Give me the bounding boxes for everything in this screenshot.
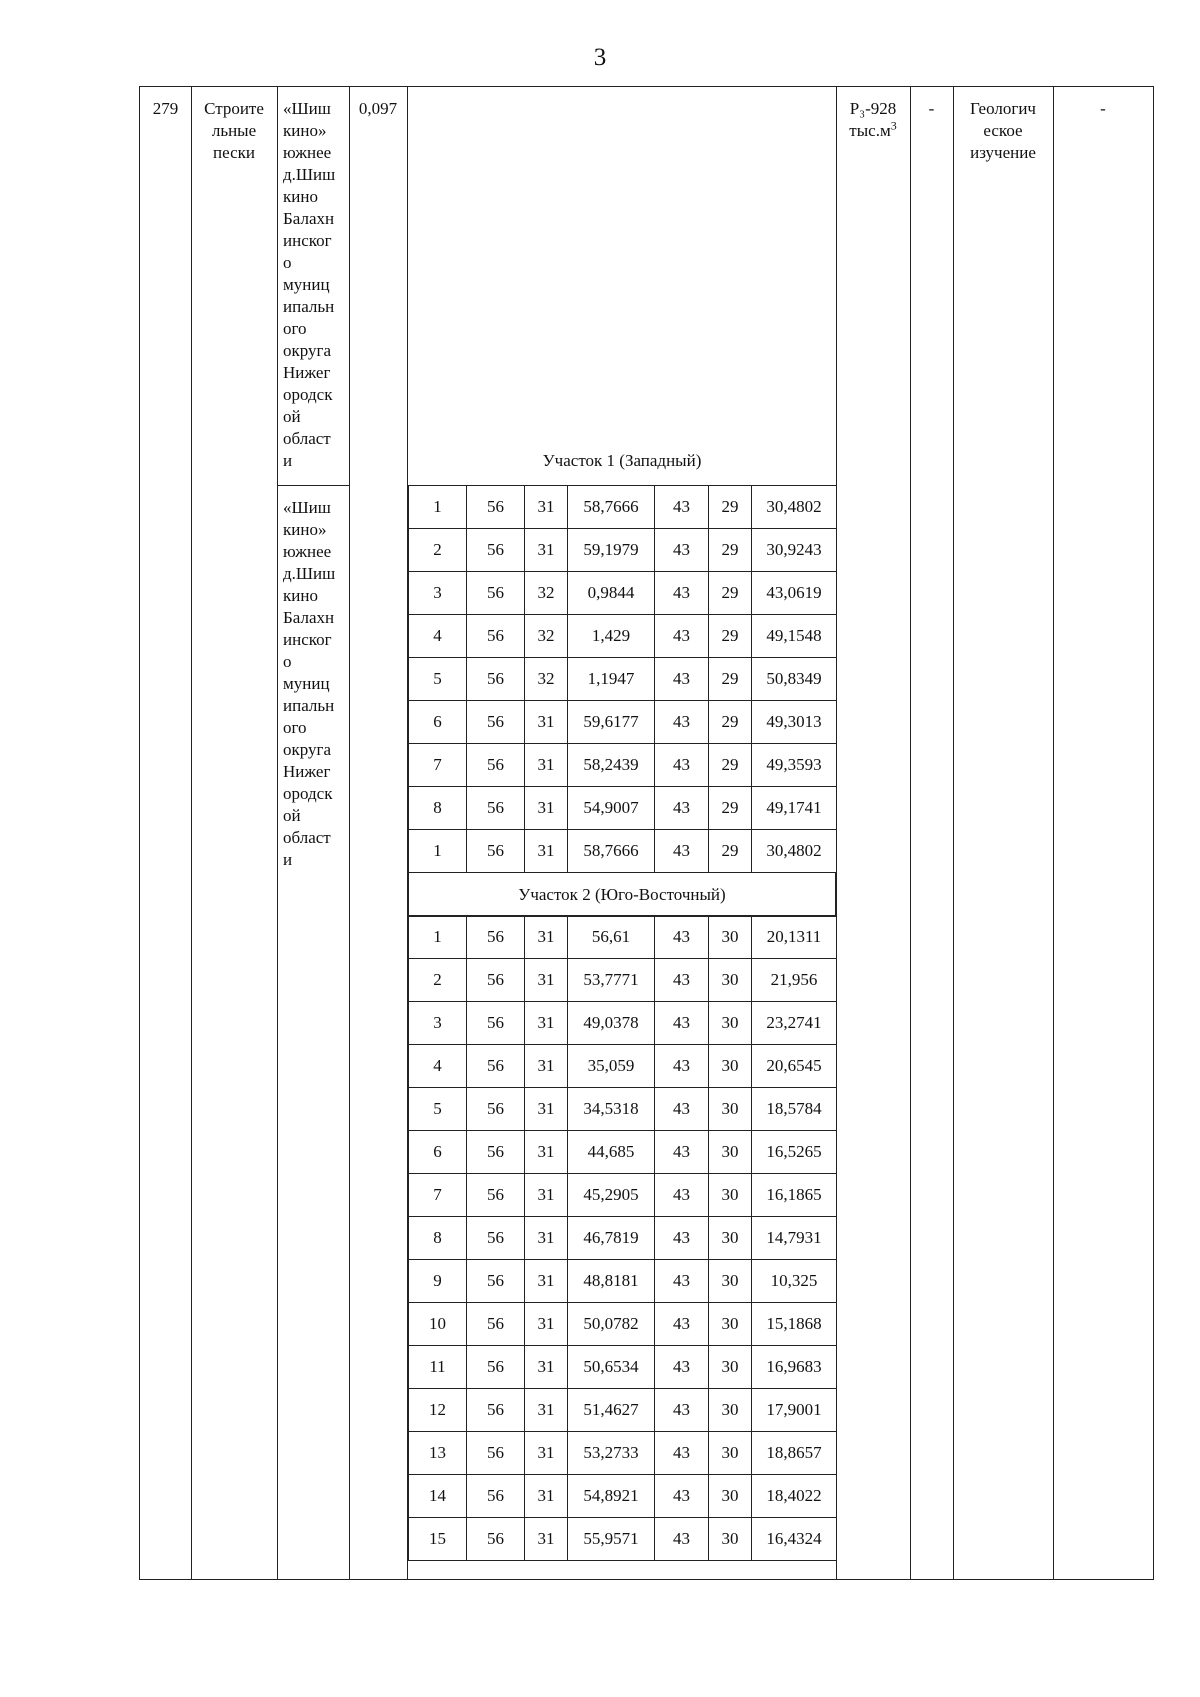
lat-minutes: 31 — [525, 744, 568, 787]
lat-seconds: 45,2905 — [568, 1174, 655, 1217]
lat-minutes: 32 — [525, 615, 568, 658]
point-number: 3 — [409, 572, 467, 615]
table-row — [409, 1045, 837, 1088]
lon-degrees: 43 — [655, 486, 709, 529]
location-description-2 — [283, 497, 345, 871]
lon-minutes: 30 — [709, 1131, 752, 1174]
column-divider — [1053, 87, 1054, 1579]
location-line: ородск — [283, 385, 333, 404]
location-line: муниц — [283, 674, 330, 693]
lon-minutes: 30 — [709, 1002, 752, 1045]
lat-seconds: 55,9571 — [568, 1518, 655, 1561]
lat-degrees: 56 — [467, 1389, 525, 1432]
lat-seconds: 35,059 — [568, 1045, 655, 1088]
lat-degrees: 56 — [467, 701, 525, 744]
location-line: и — [283, 850, 293, 869]
point-number: 9 — [409, 1260, 467, 1303]
section-title-2: Участок 2 (Юго-Восточный) — [409, 873, 836, 917]
lat-minutes: 31 — [525, 1088, 568, 1131]
lon-degrees: 43 — [655, 787, 709, 830]
lon-seconds: 49,1741 — [752, 787, 837, 830]
lon-seconds: 49,3593 — [752, 744, 837, 787]
table-row — [409, 1217, 837, 1260]
location-line: южнее — [283, 542, 332, 561]
lat-minutes: 31 — [525, 1475, 568, 1518]
lat-seconds: 56,61 — [568, 916, 655, 959]
resources-value — [836, 98, 910, 142]
resources-amount: Р₃-928 — [849, 99, 897, 118]
location-line: ипальн — [283, 297, 335, 316]
resources-unit-power: 3 — [890, 118, 897, 133]
lon-seconds: 23,2741 — [752, 1002, 837, 1045]
lat-seconds: 1,1947 — [568, 658, 655, 701]
location-line: Балахн — [283, 209, 335, 228]
purpose-text: Геологич еское изучение — [970, 99, 1036, 162]
point-number: 8 — [409, 1217, 467, 1260]
lat-minutes: 31 — [525, 1260, 568, 1303]
lat-minutes: 31 — [525, 529, 568, 572]
location-line: о — [283, 253, 292, 272]
point-number: 15 — [409, 1518, 467, 1561]
lat-degrees: 56 — [467, 830, 525, 873]
lat-minutes: 31 — [525, 1174, 568, 1217]
section-row-2 — [408, 872, 836, 917]
lat-seconds: 59,1979 — [568, 529, 655, 572]
lon-degrees: 43 — [655, 916, 709, 959]
lon-seconds: 21,956 — [752, 959, 837, 1002]
lon-seconds: 18,5784 — [752, 1088, 837, 1131]
point-number: 1 — [409, 916, 467, 959]
lat-degrees: 56 — [467, 572, 525, 615]
lat-minutes: 32 — [525, 572, 568, 615]
lon-seconds: 43,0619 — [752, 572, 837, 615]
lat-seconds: 58,2439 — [568, 744, 655, 787]
lon-minutes: 30 — [709, 1475, 752, 1518]
location-line: кино» — [283, 520, 327, 539]
lon-seconds: 20,6545 — [752, 1045, 837, 1088]
lon-degrees: 43 — [655, 1217, 709, 1260]
lat-degrees: 56 — [467, 1303, 525, 1346]
point-number: 7 — [409, 1174, 467, 1217]
resources-unit: тыс.м — [849, 121, 891, 140]
lon-seconds: 49,3013 — [752, 701, 837, 744]
lat-minutes: 31 — [525, 1346, 568, 1389]
area-value: 0,097 — [358, 99, 398, 118]
lon-minutes: 30 — [709, 1174, 752, 1217]
lon-minutes: 30 — [709, 916, 752, 959]
lon-seconds: 16,5265 — [752, 1131, 837, 1174]
location-line: кино» — [283, 121, 327, 140]
lat-degrees: 56 — [467, 1518, 525, 1561]
lat-degrees: 56 — [467, 1174, 525, 1217]
lon-seconds: 30,4802 — [752, 486, 837, 529]
lat-minutes: 31 — [525, 1131, 568, 1174]
lat-minutes: 31 — [525, 830, 568, 873]
lon-seconds: 16,9683 — [752, 1346, 837, 1389]
table-row — [409, 658, 837, 701]
lat-degrees: 56 — [467, 615, 525, 658]
lat-minutes: 31 — [525, 1518, 568, 1561]
location-line: кино — [283, 187, 318, 206]
lon-degrees: 43 — [655, 615, 709, 658]
point-number: 5 — [409, 658, 467, 701]
lat-degrees: 56 — [467, 529, 525, 572]
lon-minutes: 29 — [709, 486, 752, 529]
lon-minutes: 29 — [709, 744, 752, 787]
lon-minutes: 30 — [709, 959, 752, 1002]
lat-seconds: 53,7771 — [568, 959, 655, 1002]
location-line: округа — [283, 341, 332, 360]
coordinates-table-2 — [408, 915, 837, 1561]
lon-minutes: 29 — [709, 787, 752, 830]
lon-minutes: 30 — [709, 1303, 752, 1346]
location-description-1 — [283, 98, 345, 472]
lon-seconds: 15,1868 — [752, 1303, 837, 1346]
mineral-type: Строите льные пески — [204, 99, 264, 162]
lon-degrees: 43 — [655, 1518, 709, 1561]
lon-seconds: 18,4022 — [752, 1475, 837, 1518]
lat-degrees: 56 — [467, 1002, 525, 1045]
lat-minutes: 31 — [525, 1217, 568, 1260]
location-line: д.Шиш — [283, 165, 336, 184]
lat-minutes: 31 — [525, 486, 568, 529]
location-line: ородск — [283, 784, 333, 803]
lat-degrees: 56 — [467, 1131, 525, 1174]
lon-degrees: 43 — [655, 658, 709, 701]
lat-seconds: 54,9007 — [568, 787, 655, 830]
table-row — [409, 486, 837, 529]
table-row — [409, 1002, 837, 1045]
lon-seconds: 20,1311 — [752, 916, 837, 959]
lat-seconds: 53,2733 — [568, 1432, 655, 1475]
lon-seconds: 16,1865 — [752, 1174, 837, 1217]
point-number: 6 — [409, 701, 467, 744]
lon-degrees: 43 — [655, 1002, 709, 1045]
point-number: 12 — [409, 1389, 467, 1432]
lat-degrees: 56 — [467, 1217, 525, 1260]
table-row — [409, 701, 837, 744]
location-line: и — [283, 451, 293, 470]
location-line: «Шиш — [283, 99, 331, 118]
column-divider — [953, 87, 954, 1579]
lat-seconds: 54,8921 — [568, 1475, 655, 1518]
table-row — [409, 1174, 837, 1217]
lon-degrees: 43 — [655, 1475, 709, 1518]
lon-minutes: 30 — [709, 1432, 752, 1475]
lat-degrees: 56 — [467, 787, 525, 830]
location-line: област — [283, 429, 331, 448]
lat-degrees: 56 — [467, 658, 525, 701]
table-row — [409, 1346, 837, 1389]
lat-minutes: 31 — [525, 1389, 568, 1432]
table-row — [409, 1088, 837, 1131]
table-row — [409, 744, 837, 787]
lat-minutes: 31 — [525, 787, 568, 830]
location-line: «Шиш — [283, 498, 331, 517]
section-title-1: Участок 1 (Западный) — [542, 451, 702, 470]
point-number: 11 — [409, 1346, 467, 1389]
location-line: област — [283, 828, 331, 847]
point-number: 7 — [409, 744, 467, 787]
location-line: муниц — [283, 275, 330, 294]
lat-degrees: 56 — [467, 1346, 525, 1389]
point-number: 4 — [409, 615, 467, 658]
lat-minutes: 31 — [525, 701, 568, 744]
lon-degrees: 43 — [655, 1260, 709, 1303]
table-row — [409, 615, 837, 658]
lon-degrees: 43 — [655, 1088, 709, 1131]
lat-degrees: 56 — [467, 1475, 525, 1518]
lat-seconds: 34,5318 — [568, 1088, 655, 1131]
point-number: 8 — [409, 787, 467, 830]
lat-minutes: 31 — [525, 1303, 568, 1346]
location-line: Нижег — [283, 363, 331, 382]
location-line: округа — [283, 740, 332, 759]
table-row — [409, 787, 837, 830]
table-row — [409, 1131, 837, 1174]
column-divider — [191, 87, 192, 1579]
lon-degrees: 43 — [655, 1045, 709, 1088]
location-line: ой — [283, 407, 301, 426]
lon-seconds: 30,4802 — [752, 830, 837, 873]
location-line: ого — [283, 718, 307, 737]
lon-seconds: 50,8349 — [752, 658, 837, 701]
lat-seconds: 1,429 — [568, 615, 655, 658]
lat-degrees: 56 — [467, 1432, 525, 1475]
lat-seconds: 50,0782 — [568, 1303, 655, 1346]
location-line: о — [283, 652, 292, 671]
lat-minutes: 31 — [525, 1045, 568, 1088]
lat-seconds: 49,0378 — [568, 1002, 655, 1045]
lat-degrees: 56 — [467, 1260, 525, 1303]
lat-seconds: 48,8181 — [568, 1260, 655, 1303]
lat-degrees: 56 — [467, 1045, 525, 1088]
lon-minutes: 30 — [709, 1346, 752, 1389]
lon-minutes: 30 — [709, 1217, 752, 1260]
lon-minutes: 30 — [709, 1088, 752, 1131]
location-divider — [277, 485, 349, 486]
point-number: 14 — [409, 1475, 467, 1518]
table-row — [409, 959, 837, 1002]
table-row — [409, 1260, 837, 1303]
location-line: ой — [283, 806, 301, 825]
register-table — [139, 86, 1154, 1580]
lat-minutes: 31 — [525, 959, 568, 1002]
point-number: 5 — [409, 1088, 467, 1131]
table-row — [409, 1475, 837, 1518]
lon-seconds: 17,9001 — [752, 1389, 837, 1432]
location-line: южнее — [283, 143, 332, 162]
lat-seconds: 58,7666 — [568, 486, 655, 529]
table-row — [409, 1432, 837, 1475]
lon-degrees: 43 — [655, 1131, 709, 1174]
lon-minutes: 29 — [709, 830, 752, 873]
lon-degrees: 43 — [655, 529, 709, 572]
lat-seconds: 44,685 — [568, 1131, 655, 1174]
lat-minutes: 31 — [525, 916, 568, 959]
lat-seconds: 50,6534 — [568, 1346, 655, 1389]
point-number: 10 — [409, 1303, 467, 1346]
lon-minutes: 30 — [709, 1045, 752, 1088]
dash-cell: - — [1100, 99, 1106, 118]
point-number: 1 — [409, 486, 467, 529]
location-line: Балахн — [283, 608, 335, 627]
location-line: ипальн — [283, 696, 335, 715]
lat-minutes: 32 — [525, 658, 568, 701]
table-row — [409, 830, 837, 873]
column-divider — [277, 87, 278, 1579]
lon-minutes: 30 — [709, 1260, 752, 1303]
column-divider — [349, 87, 350, 1579]
point-number: 3 — [409, 1002, 467, 1045]
location-line: д.Шиш — [283, 564, 336, 583]
lon-seconds: 16,4324 — [752, 1518, 837, 1561]
location-line: Нижег — [283, 762, 331, 781]
location-line: кино — [283, 586, 318, 605]
table-row — [409, 916, 837, 959]
table-row — [409, 572, 837, 615]
lon-minutes: 29 — [709, 615, 752, 658]
point-number: 4 — [409, 1045, 467, 1088]
table-row — [409, 1303, 837, 1346]
lon-seconds: 14,7931 — [752, 1217, 837, 1260]
lat-degrees: 56 — [467, 744, 525, 787]
location-line: инског — [283, 231, 332, 250]
lat-seconds: 0,9844 — [568, 572, 655, 615]
record-number: 279 — [152, 99, 179, 118]
lon-minutes: 29 — [709, 701, 752, 744]
lon-degrees: 43 — [655, 572, 709, 615]
lon-degrees: 43 — [655, 701, 709, 744]
lon-minutes: 29 — [709, 529, 752, 572]
lat-degrees: 56 — [467, 1088, 525, 1131]
point-number: 2 — [409, 959, 467, 1002]
lon-degrees: 43 — [655, 1346, 709, 1389]
table-row — [409, 1389, 837, 1432]
lon-degrees: 43 — [655, 1389, 709, 1432]
lon-degrees: 43 — [655, 959, 709, 1002]
coordinates-table-1 — [408, 485, 837, 873]
lon-minutes: 29 — [709, 658, 752, 701]
lat-minutes: 31 — [525, 1432, 568, 1475]
lat-degrees: 56 — [467, 959, 525, 1002]
lon-degrees: 43 — [655, 744, 709, 787]
lon-seconds: 49,1548 — [752, 615, 837, 658]
lon-minutes: 30 — [709, 1518, 752, 1561]
page-number: 3 — [593, 44, 607, 71]
lat-degrees: 56 — [467, 916, 525, 959]
lon-degrees: 43 — [655, 1432, 709, 1475]
point-number: 13 — [409, 1432, 467, 1475]
lon-minutes: 29 — [709, 572, 752, 615]
table-row — [409, 1518, 837, 1561]
column-divider — [910, 87, 911, 1579]
point-number: 2 — [409, 529, 467, 572]
lon-minutes: 30 — [709, 1389, 752, 1432]
lon-seconds: 30,9243 — [752, 529, 837, 572]
dash-cell: - — [928, 99, 935, 118]
lat-degrees: 56 — [467, 486, 525, 529]
point-number: 6 — [409, 1131, 467, 1174]
location-line: инског — [283, 630, 332, 649]
lon-degrees: 43 — [655, 830, 709, 873]
lon-degrees: 43 — [655, 1303, 709, 1346]
lat-seconds: 58,7666 — [568, 830, 655, 873]
lat-minutes: 31 — [525, 1002, 568, 1045]
lat-seconds: 59,6177 — [568, 701, 655, 744]
location-line: ого — [283, 319, 307, 338]
point-number: 1 — [409, 830, 467, 873]
lat-seconds: 46,7819 — [568, 1217, 655, 1260]
table-row — [409, 529, 837, 572]
lon-degrees: 43 — [655, 1174, 709, 1217]
lon-seconds: 18,8657 — [752, 1432, 837, 1475]
lat-seconds: 51,4627 — [568, 1389, 655, 1432]
lon-seconds: 10,325 — [752, 1260, 837, 1303]
